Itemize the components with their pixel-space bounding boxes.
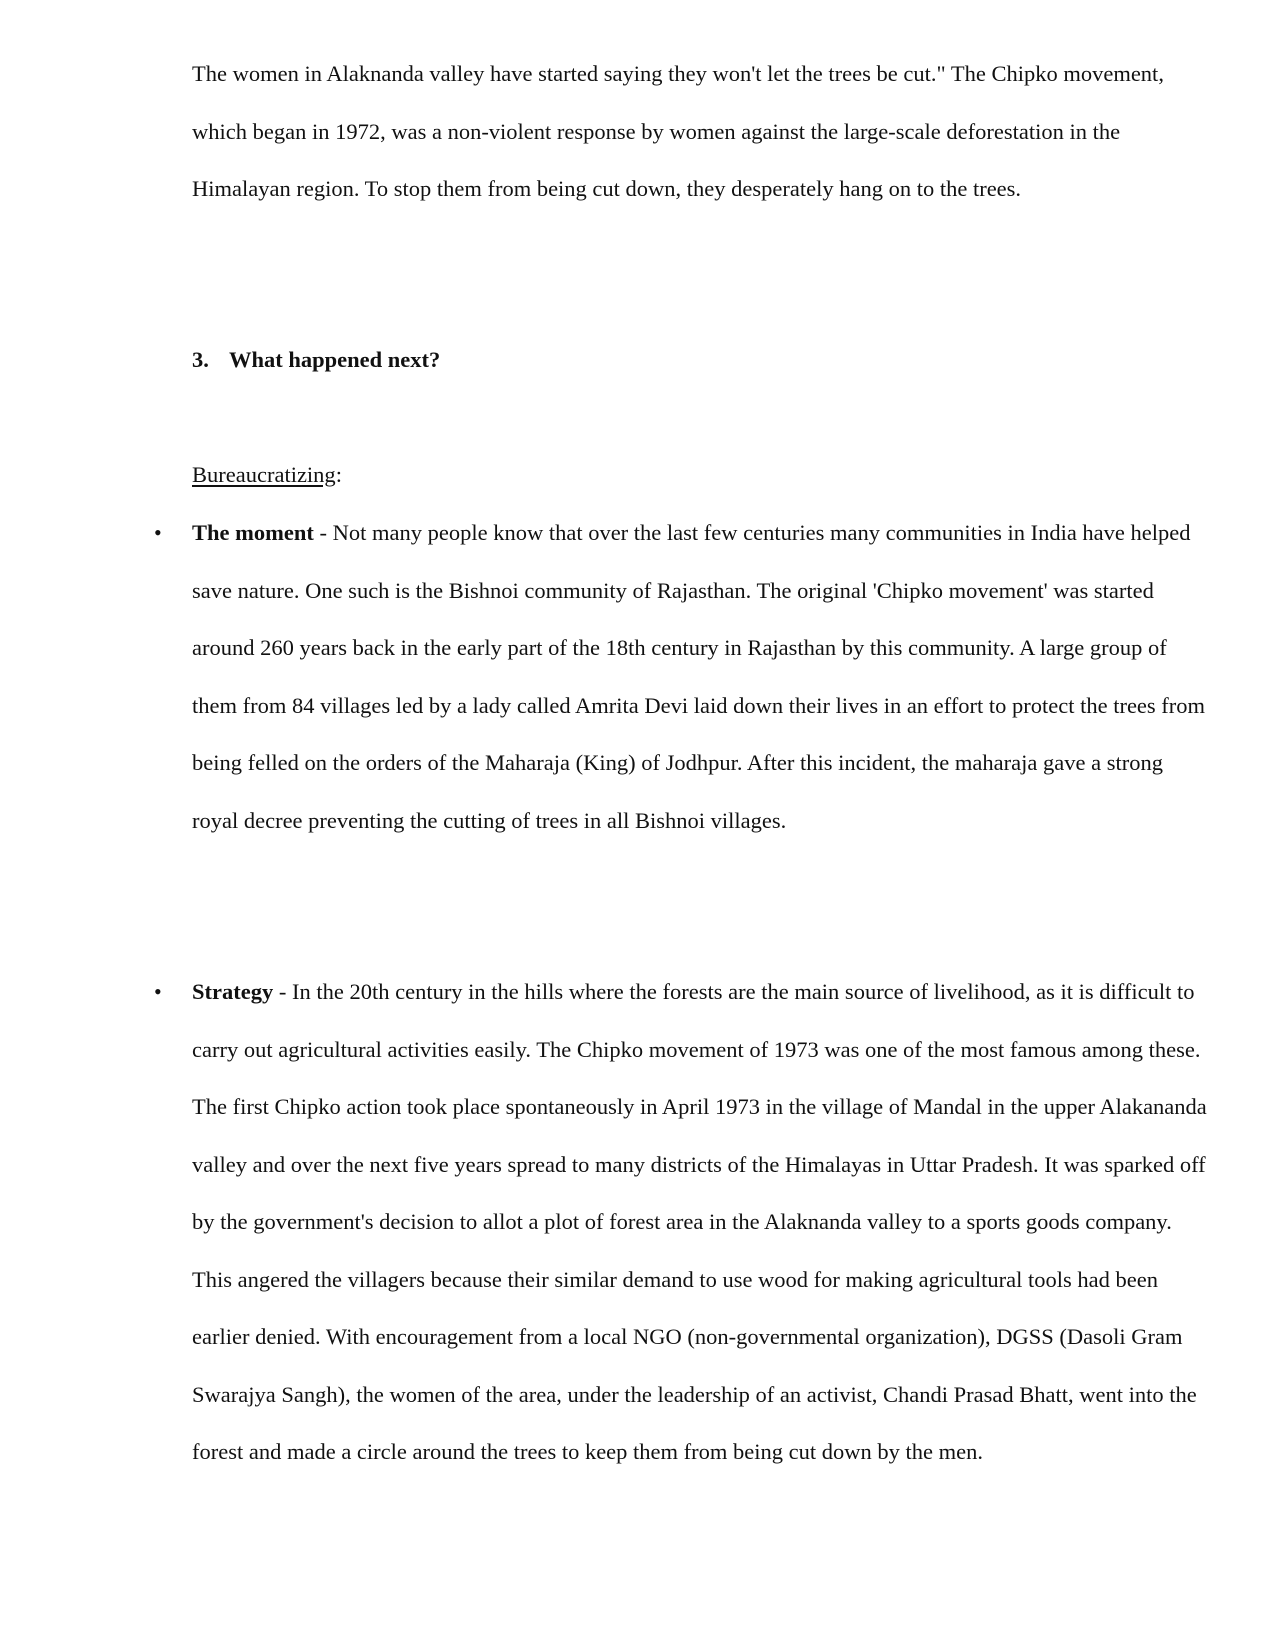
subheading xyxy=(192,446,342,504)
subheading-suffix: : xyxy=(335,462,342,487)
subheading-label: Bureaucratizing xyxy=(192,462,336,487)
bullet-text: Not many people know that over the last few centuries many communities in India have helped save nature. One such is the Bishnoi community of Rajasthan. The original 'Chipko movement' was started around 260 years back in the early part of the 18th century in Rajasthan by this community. A large group of them from 84 villages led by a lady called Amrita Devi laid down their lives in an effort to protect the trees from being felled on the orders of the Maharaja (King) of Jodhpur. After this incident, the maharaja gave a strong royal decree preventing the cutting of trees in all Bishnoi villages. xyxy=(192,520,1206,833)
section-title: What happened next? xyxy=(229,347,441,372)
section-heading xyxy=(192,331,440,389)
bullet-text: In the 20th century in the hills where the forests are the main source of livelihood, as it is difficult to carry out agricultural activities easily. The Chipko movement of 1973 was one of the most famous among these. The first Chipko action took place spontaneously in April 1973 in the village of Mandal in the upper Alakananda valley and over the next five years spread to many districts of the Himalayas in Uttar Pradesh. It was sparked off by the government's decision to allot a plot of forest area in the Alaknanda valley to a sports goods company. This angered the villagers because their similar demand to use wood for making agricultural tools had been earlier denied. With encouragement from a local NGO (non-governmental organization), DGSS (Dasoli Gram Swarajya Sangh), the women of the area, under the leadership of an activist, Chandi Prasad Bhatt, went into the forest and made a circle around the trees to keep them from being cut down by the men. xyxy=(192,979,1207,1464)
bullet-separator: - xyxy=(273,979,292,1004)
bullet-lead: The moment xyxy=(192,520,314,545)
bullet-paragraph-strategy xyxy=(192,963,1212,1481)
bullet-lead: Strategy xyxy=(192,979,274,1004)
bullet-separator: - xyxy=(313,520,333,545)
intro-paragraph: The women in Alaknanda valley have started saying they won't let the trees be cut." The Chipko movement, which began in 1972, was a non-violent response by women against the large-scale deforestation in the Himalayan region. To stop them from being cut down, they desperately hang on to the trees. xyxy=(192,61,1164,201)
bullet-marker: • xyxy=(154,979,162,1004)
bullet-paragraph-the-moment xyxy=(192,504,1212,849)
section-number: 3. xyxy=(192,347,209,372)
bullet-marker: • xyxy=(154,520,162,545)
